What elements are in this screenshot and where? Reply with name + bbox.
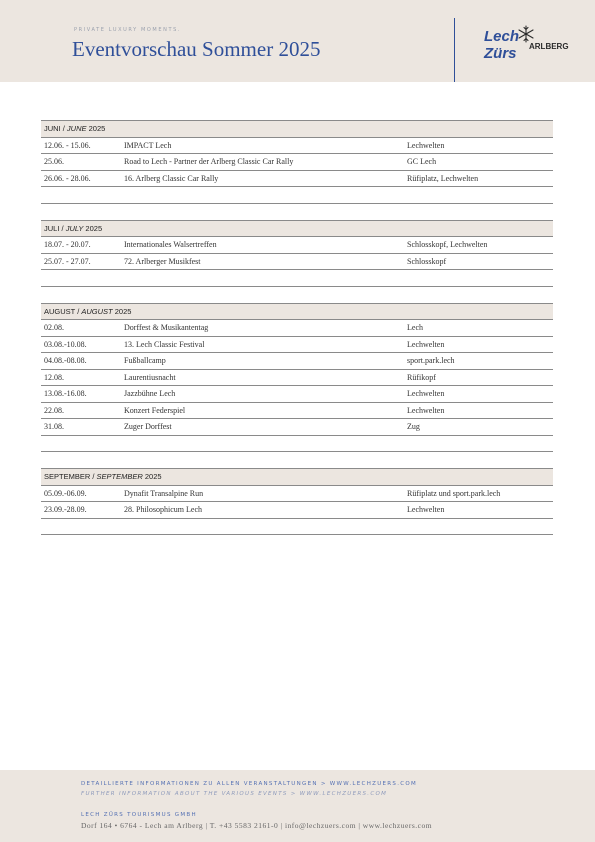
event-row [41, 386, 553, 403]
page-footer [0, 770, 595, 842]
event-location: Lechwelten [404, 502, 553, 519]
month-header-row [41, 469, 553, 486]
event-row [41, 485, 553, 502]
event-location: Lech [404, 320, 553, 337]
event-row [41, 137, 553, 154]
gap-cell [41, 286, 553, 303]
month-year: 2025 [83, 223, 103, 233]
event-row [41, 369, 553, 386]
month-year: 2025 [112, 306, 132, 316]
event-date: 05.09.-06.09. [41, 485, 121, 502]
event-location: Schlosskopf [404, 253, 553, 270]
month-year: 2025 [142, 472, 162, 482]
event-location: Lechwelten [404, 137, 553, 154]
event-name: 13. Lech Classic Festival [121, 336, 404, 353]
month-label-en: JUNE [66, 124, 87, 134]
event-location: sport.park.lech [404, 353, 553, 370]
empty-row [41, 187, 553, 204]
event-row [41, 320, 553, 337]
tagline: PRIVATE LUXURY MOMENTS. [74, 27, 182, 33]
event-name: Dorffest & Musikantentag [121, 320, 404, 337]
month-label-en: AUGUST [81, 306, 113, 316]
event-date: 25.06. [41, 154, 121, 171]
event-name: Fußballcamp [121, 353, 404, 370]
event-row [41, 253, 553, 270]
event-row [41, 502, 553, 519]
month-label-de: AUGUST / [44, 306, 82, 316]
empty-cell [41, 435, 553, 452]
event-date: 31.08. [41, 419, 121, 436]
section-gap [41, 452, 553, 469]
empty-row [41, 435, 553, 452]
empty-cell [41, 518, 553, 535]
snowflake-icon [517, 25, 535, 43]
month-year: 2025 [86, 124, 106, 134]
month-header [41, 303, 553, 320]
event-location: Lechwelten [404, 386, 553, 403]
footer-info-en: FURTHER INFORMATION ABOUT THE VARIOUS EVENTS > WWW.LECHZUERS.COM [81, 791, 388, 797]
event-date: 26.06. - 28.06. [41, 170, 121, 187]
event-name: Road to Lech - Partner der Arlberg Classic Car Rally [121, 154, 404, 171]
lech-zuers-logo [484, 27, 579, 67]
event-name: 72. Arlberger Musikfest [121, 253, 404, 270]
month-header-row [41, 121, 553, 138]
event-row [41, 402, 553, 419]
page-title: Eventvorschau Sommer 2025 [72, 37, 321, 61]
section-gap [41, 203, 553, 220]
page-header [0, 0, 595, 82]
event-date: 12.08. [41, 369, 121, 386]
event-row [41, 336, 553, 353]
footer-company: LECH ZÜRS TOURISMUS GMBH [81, 812, 197, 818]
event-location: Lechwelten [404, 402, 553, 419]
event-name: Internationales Walsertreffen [121, 237, 404, 254]
footer-info-de: DETAILLIERTE INFORMATIONEN ZU ALLEN VERANSTALTUNGEN > WWW.LECHZUERS.COM [81, 781, 418, 787]
event-name: Dynafit Transalpine Run [121, 485, 404, 502]
event-location: Lechwelten [404, 336, 553, 353]
event-location: Rüfikopf [404, 369, 553, 386]
event-date: 18.07. - 20.07. [41, 237, 121, 254]
section-gap [41, 286, 553, 303]
header-divider [454, 18, 455, 82]
empty-row [41, 518, 553, 535]
logo-word-arlberg: ARLBERG [529, 42, 569, 51]
event-date: 12.06. - 15.06. [41, 137, 121, 154]
event-name: IMPACT Lech [121, 137, 404, 154]
footer-address: Dorf 164 • 6764 - Lech am Arlberg | T. +43 5583 2161-0 | info@lechzuers.com | www.lechzuers.com [81, 821, 433, 830]
event-row [41, 419, 553, 436]
event-location: Rüfiplatz und sport.park.lech [404, 485, 553, 502]
month-label-en: JULY [65, 223, 84, 233]
gap-cell [41, 452, 553, 469]
month-label-de: JULI / [44, 223, 66, 233]
event-row [41, 237, 553, 254]
month-label-de: JUNI / [44, 124, 67, 134]
event-name: 28. Philosophicum Lech [121, 502, 404, 519]
event-location: Rüfiplatz, Lechwelten [404, 170, 553, 187]
empty-cell [41, 187, 553, 204]
month-header [41, 220, 553, 237]
gap-cell [41, 203, 553, 220]
logo-word-zuers: Zürs [484, 45, 517, 62]
event-name: Zuger Dorffest [121, 419, 404, 436]
event-location: Schlosskopf, Lechwelten [404, 237, 553, 254]
month-label-de: SEPTEMBER / [44, 472, 97, 482]
empty-cell [41, 270, 553, 287]
event-row [41, 154, 553, 171]
month-header-row [41, 220, 553, 237]
event-date: 03.08.-10.08. [41, 336, 121, 353]
event-location: GC Lech [404, 154, 553, 171]
event-name: Konzert Federspiel [121, 402, 404, 419]
events-table-body [41, 121, 553, 535]
event-date: 25.07. - 27.07. [41, 253, 121, 270]
empty-row [41, 270, 553, 287]
logo-word-lech: Lech [484, 28, 520, 45]
event-date: 13.08.-16.08. [41, 386, 121, 403]
event-date: 02.08. [41, 320, 121, 337]
month-header [41, 121, 553, 138]
event-date: 23.09.-28.09. [41, 502, 121, 519]
event-name: 16. Arlberg Classic Car Rally [121, 170, 404, 187]
month-header-row [41, 303, 553, 320]
month-label-en: SEPTEMBER [96, 472, 143, 482]
event-date: 04.08.-08.08. [41, 353, 121, 370]
month-header [41, 469, 553, 486]
event-row [41, 170, 553, 187]
event-name: Laurentiusnacht [121, 369, 404, 386]
event-location: Zug [404, 419, 553, 436]
event-name: Jazzbühne Lech [121, 386, 404, 403]
event-row [41, 353, 553, 370]
events-table [41, 120, 553, 535]
event-date: 22.08. [41, 402, 121, 419]
